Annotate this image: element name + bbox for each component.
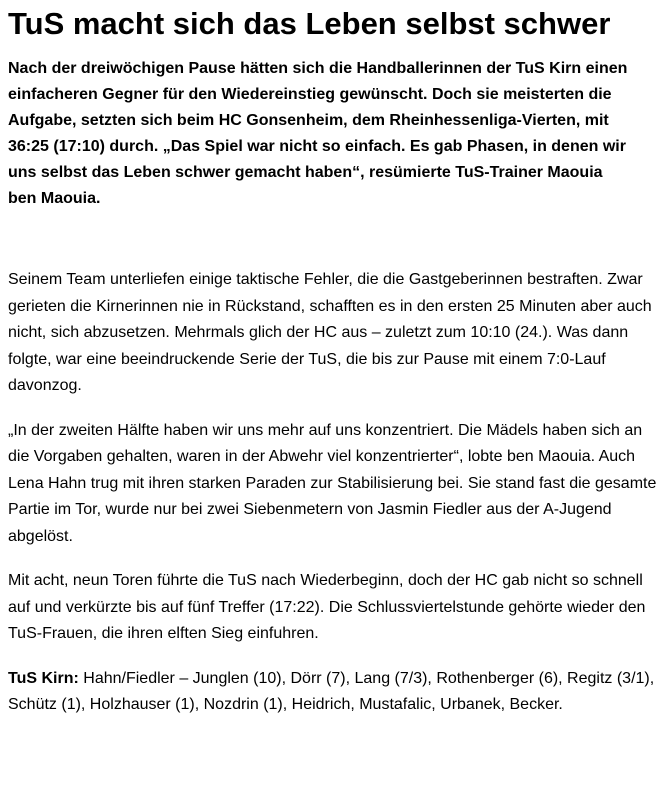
article-headline: TuS macht sich das Leben selbst schwer <box>8 6 611 41</box>
article-paragraph: Seinem Team unterliefen einige taktische Fehler, die die Gastgeberinnen bestraften. Zwar gerieten die Kirnerinnen nie in Rückstand, schafften es in den ersten 25 Minuten aber auch nicht, sich abzusetzen. Mehrmals glich der HC aus – zuletzt zum 10:10 (24.). Was dann folgte, war eine beeindruckende Serie der TuS, die bis zur Pause mit einem 7:0-Lauf davonzog. <box>8 271 652 394</box>
article-paragraph: „In der zweiten Hälfte haben wir uns mehr auf uns konzentriert. Die Mädels haben sich an die Vorgaben gehalten, waren in der Abwehr viel konzentrierter“, lobte ben Maouia. Auch Lena Hahn trug mit ihren starken Paraden zur Stabilisierung bei. Sie stand fast die gesamte Partie im Tor, wurde nur bei zwei Siebenmetern von Jasmin Fiedler aus der A-Jugend abgelöst. <box>8 421 657 545</box>
article-lead: Nach der dreiwöchigen Pause hätten sich die Handballerinnen der TuS Kirn einen einfacheren Gegner für den Wiedereinstieg gewünscht. Doch sie meisterten die Aufgabe, setzten sich beim HC Gonsenheim, dem Rheinhessenliga-Vierten, mit 36:25 (17:10) durch. „Das Spiel war nicht so einfach. Es gab Phasen, in denen wir uns selbst das Leben schwer gemacht haben“, resümierte TuS-Trainer Maouia ben Maouia. <box>8 60 628 207</box>
team-lineup-label: TuS Kirn: <box>8 669 79 687</box>
team-lineup-players: Hahn/Fiedler – Junglen (10), Dörr (7), Lang (7/3), Rothenberger (6), Regitz (3/1), Schütz (1), Holzhauser (1), Nozdrin (1), Heidrich, Mustafalic, Urbanek, Becker. <box>8 669 655 713</box>
team-lineup <box>8 666 660 719</box>
article-paragraph: Mit acht, neun Toren führte die TuS nach Wiederbeginn, doch der HC gab nicht so schnell auf und verkürzte bis auf fünf Treffer (17:22). Die Schlussviertelstunde gehörte wieder den TuS-Frauen, die ihren elften Sieg einfuhren. <box>8 572 646 642</box>
